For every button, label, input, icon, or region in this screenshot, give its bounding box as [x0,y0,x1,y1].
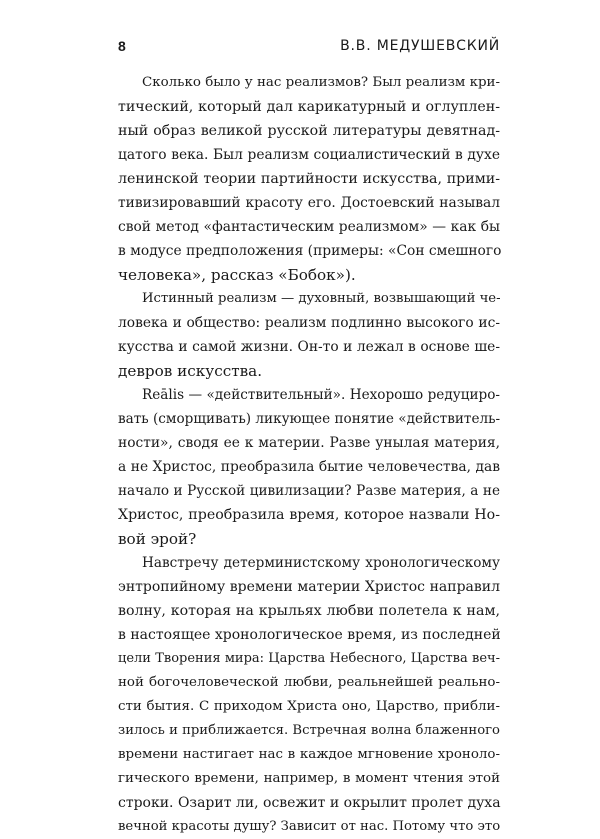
text-line: Истинный реализм — духовный, возвышающий че- [142,291,501,306]
text-line: сти бытия. С приходом Христа оно, Царство, прибли- [118,699,500,714]
text-line: зилось и приближается. Встречная волна блаженного [118,723,500,738]
text-line: свой метод «фантастическим реализмом» — как бы [118,219,500,235]
text-line: энтропийному времени материи Христос направил [118,579,500,595]
text-line: Христос, преобразила время, которое назвали Но- [118,507,500,523]
text-line: волну, которая на крыльях любви полетела к нам, [118,603,500,619]
text-line: а не Христос, преобразила бытие человечества, дав [118,459,500,475]
running-title: В.В. МЕДУШЕВСКИЙ [340,38,500,54]
text-line: тивизировавший красоту его. Достоевский называл [118,195,500,211]
text-line: Сколько было у нас реализмов? Был реализм кри- [142,75,500,90]
text-line: кусства и самой жизни. Он-то и лежал в основе ше- [118,339,500,355]
text-line: Reālis — «действительный». Нехорошо редуциро- [142,387,500,403]
text-line: времени настигает нас в каждое мгновение хроноло- [118,747,500,762]
text-line: вать (сморщивать) ликующее понятие «действитель- [118,411,501,427]
body-text [118,71,500,839]
text-line: ловека и общество: реализм подлинно высокого ис- [118,315,500,331]
text-line: тический, который дал карикатурный и оглуплен- [118,99,500,115]
text-line: цели Творения мира: Царства Небесного, Царства веч- [118,651,500,666]
text-line: гического времени, например, в момент чтения этой [118,771,500,786]
text-line: начало и Русской цивилизации? Разве материя, а не [118,483,500,499]
text-line: цатого века. Был реализм социалистический в духе [118,147,500,163]
text-line: ной богочеловеческой любви, реальнейшей реально- [118,675,500,690]
text-line: человека», рассказ «Бобок»). [118,266,356,284]
text-line: в настоящее хронологическое время, из последней [118,627,501,643]
text-line: ности», сводя ее к материи. Разве унылая материя, [118,435,500,451]
text-line: в модусе предположения (примеры: «Сон смешного [118,243,502,259]
text-line: вой эрой? [118,530,197,548]
text-line: ный образ великой русской литературы девятнад- [118,123,500,139]
text-line: ленинской теории партийности искусства, прими- [118,171,500,187]
text-line: Навстречу детерминистскому хронологическому [142,555,500,571]
text-line: строки. Озарит ли, освежит и окрылит пролет духа [118,795,501,811]
text-line: девров искусства. [118,362,263,380]
running-head [118,38,500,58]
page-number: 8 [118,38,126,54]
text-line: вечной красоты душу? Зависит от нас. Потому что это [118,819,501,834]
